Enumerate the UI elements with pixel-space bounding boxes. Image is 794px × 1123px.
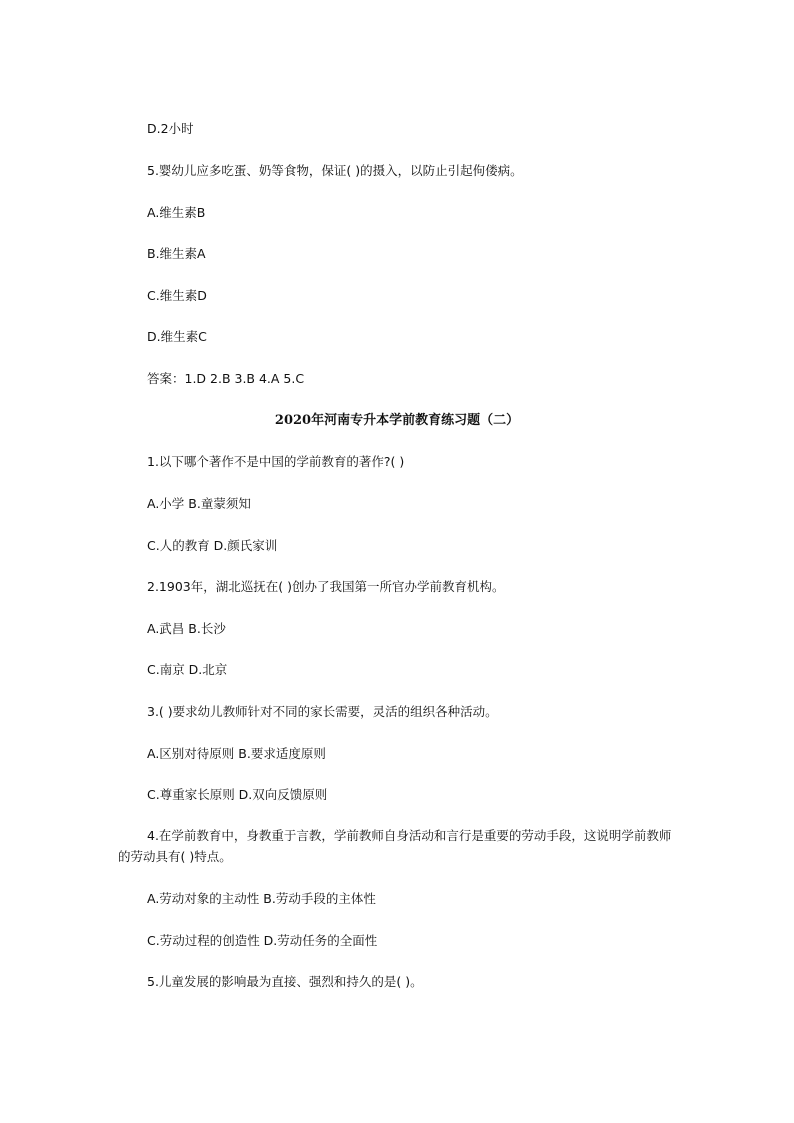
text-line: B.维生素A (147, 246, 206, 261)
option-line: C.南京 D.北京 (147, 662, 228, 677)
option-line: A.劳动对象的主动性 B.劳动手段的主体性 (147, 891, 376, 906)
answer-line: 答案：1.D 2.B 3.B 4.A 5.C (147, 371, 305, 386)
question-line: 5.儿童发展的影响最为直接、强烈和持久的是( )。 (147, 974, 423, 989)
option-line: C.劳动过程的创造性 D.劳动任务的全面性 (147, 933, 378, 948)
text-line: 5.婴幼儿应多吃蛋、奶等食物，保证( )的摄入，以防止引起佝偻病。 (147, 163, 523, 178)
option-line: A.小学 B.童蒙须知 (147, 496, 251, 511)
section-heading: 2020年河南专升本学前教育练习题（二） (274, 413, 520, 428)
question-line: 1.以下哪个著作不是中国的学前教育的著作?( ) (147, 454, 405, 469)
text-line: D.维生素C (147, 329, 207, 344)
option-line: C.人的教育 D.颜氏家训 (147, 538, 278, 553)
option-line: A.区别对待原则 B.要求适度原则 (147, 746, 326, 761)
question-paragraph: 4.在学前教育中，身教重于言教，学前教师自身活动和言行是重要的劳动手段，这说明学前教师的劳动具有( )特点。 (118, 828, 672, 864)
question-line: 3.( )要求幼儿教师针对不同的家长需要，灵活的组织各种活动。 (147, 704, 498, 719)
text-line: A.维生素B (147, 205, 206, 220)
option-line: A.武昌 B.长沙 (147, 621, 226, 636)
text-line: D.2小时 (147, 121, 194, 136)
question-line: 2.1903年，湖北巡抚在( )创办了我国第一所官办学前教育机构。 (147, 579, 505, 594)
text-line: C.维生素D (147, 288, 207, 303)
option-line: C.尊重家长原则 D.双向反馈原则 (147, 787, 328, 802)
